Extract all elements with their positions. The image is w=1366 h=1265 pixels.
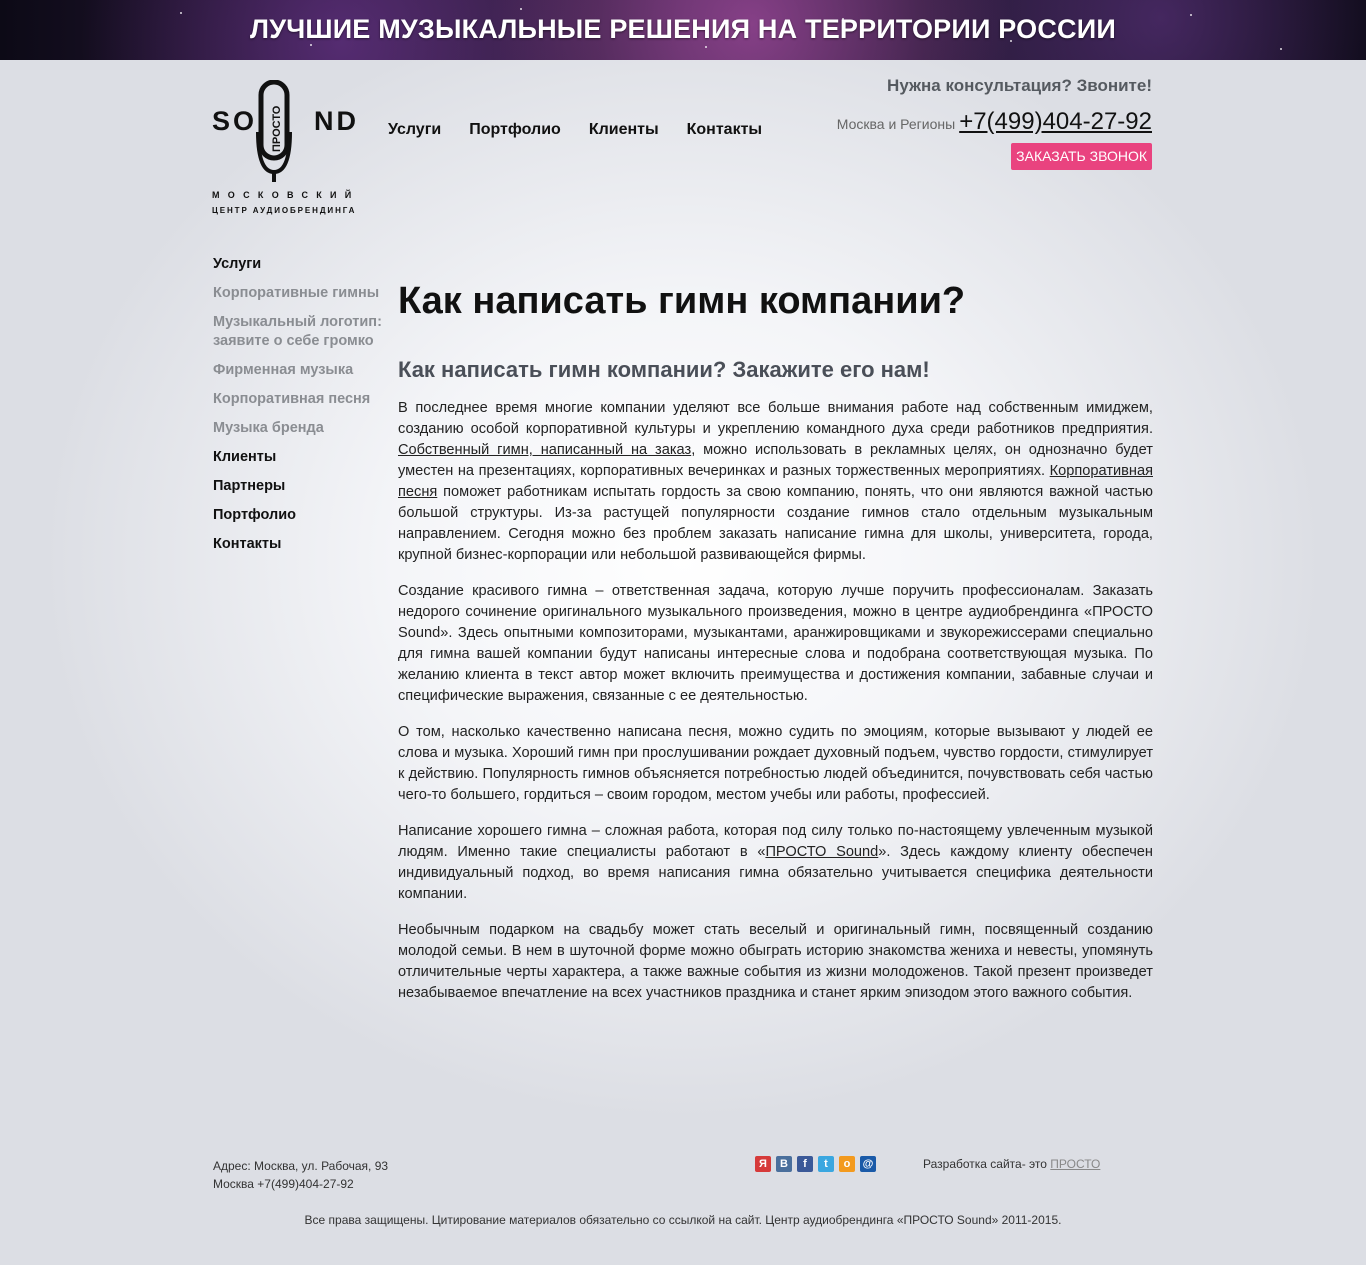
sidebar-item-brand-music[interactable]: Фирменная музыка bbox=[213, 362, 354, 378]
vkontakte-icon[interactable]: В bbox=[776, 1156, 792, 1172]
banner-title: ЛУЧШИЕ МУЗЫКАЛЬНЫЕ РЕШЕНИЯ НА ТЕРРИТОРИИ РОССИИ bbox=[250, 14, 1116, 44]
sidebar-item-brand-sound[interactable]: Музыка бренда bbox=[213, 420, 324, 436]
logo-text-left: SO bbox=[212, 106, 258, 136]
region-label: Москва и Регионы bbox=[836, 116, 956, 132]
link-prosto-sound[interactable]: ПРОСТО Sound bbox=[765, 844, 879, 860]
footer-address bbox=[213, 1157, 388, 1193]
page-title: Как написать гимн компании? bbox=[398, 280, 966, 322]
developer-credit bbox=[923, 1157, 1100, 1171]
twitter-icon[interactable]: t bbox=[818, 1156, 834, 1172]
yandex-icon[interactable]: Я bbox=[755, 1156, 771, 1172]
link-custom-anthem[interactable]: Собственный гимн, написанный на заказ bbox=[398, 442, 692, 458]
logo-tagline-2: ЦЕНТР АУДИОБРЕНДИНГА bbox=[212, 206, 357, 215]
article-paragraph: Создание красивого гимна – ответственная задача, которую лучше поручить профессионалам. Заказать недорого сочинение оригинального музыкального произведения, можно в центре аудиобрендинга «ПРОСТО Sound». Здесь опытными композиторами, музыкантами, аранжировщиками и звукорежиссерами специально для гимна вашей компании будут написаны интересные слова и подобрана соответствующая музыка. По желанию клиента в текст автор может включить преимущества и достижения компании, забавные случаи и специфические выражения, связанные с ее деятельностью. bbox=[398, 583, 1153, 704]
top-banner bbox=[0, 0, 1366, 60]
sidebar-item-partners[interactable]: Партнеры bbox=[213, 478, 286, 494]
facebook-icon[interactable]: f bbox=[797, 1156, 813, 1172]
sidebar-item-contacts[interactable]: Контакты bbox=[213, 536, 282, 552]
copyright: Все права защищены. Цитирование материалов обязательно со ссылкой на сайт. Центр аудиобрендинга «ПРОСТО Sound» 2011-2015. bbox=[304, 1213, 1062, 1227]
sidebar-item-clients[interactable]: Клиенты bbox=[213, 449, 277, 465]
consult-heading: Нужна консультация? Звоните! bbox=[887, 76, 1152, 95]
phone-row bbox=[837, 108, 1152, 136]
article-paragraph: Необычным подарком на свадьбу может стать веселый и оригинальный гимн, посвященный созданию молодой семьи. В нем в шуточной форме можно обыграть историю знакомства жениха и невесты, упомянуть отличительные черты характера, а также важные события из жизни молодоженов. Такой презент произведет незабываемое впечатление на всех участников праздника и станет ярким эпизодом этого важного события. bbox=[398, 922, 1153, 1001]
site-logo[interactable] bbox=[210, 80, 370, 220]
article-paragraph: О том, насколько качественно написана песня, можно судить по эмоциям, которые вызывают у людей ее слова и музыка. Хороший гимн при прослушивании рождает духовный подъем, чувство гордости, стимулирует к действию. Популярность гимнов объясняется потребностью людей объединится, почувствовать себя частью чего-то большего, гордиться – своим городом, местом учебы или работы, профессией. bbox=[398, 724, 1153, 803]
topnav-item-clients[interactable]: Клиенты bbox=[588, 121, 659, 138]
sidebar-item-portfolio[interactable]: Портфолио bbox=[213, 507, 297, 523]
topnav-item-services[interactable]: Услуги bbox=[388, 121, 442, 138]
microphone-icon bbox=[256, 80, 312, 184]
footer-phone-line: Москва +7(499)404-27-92 bbox=[213, 1177, 354, 1191]
sidebar-item-music-logo[interactable]: Музыкальный логотип: заявите о себе громко bbox=[213, 314, 382, 349]
sidebar-item-corporate-anthems[interactable]: Корпоративные гимны bbox=[213, 285, 380, 301]
article-paragraph: Написание хорошего гимна – сложная работа, которая под силу только по-настоящему увлеченным музыкой людям. Именно такие специалисты работают в «ПРОСТО Sound». Здесь каждому клиенту обеспечен индивидуальный подход, во время написания гимна обязательно учитывается специфика деятельности компании. bbox=[398, 823, 1153, 902]
logo-mic-text: ПРОСТО bbox=[271, 105, 283, 152]
phone-link[interactable]: +7(499)404-27-92 bbox=[959, 108, 1152, 135]
logo-text-right: ND bbox=[314, 106, 359, 136]
link-corporate-song[interactable]: Корпоративная песня bbox=[398, 463, 1153, 500]
callback-button[interactable]: ЗАКАЗАТЬ ЗВОНОК bbox=[1011, 143, 1152, 170]
article-paragraph: В последнее время многие компании уделяют все больше внимания работе над собственным имиджем, созданию особой корпоративной культуры и укреплению командного духа среди работников предприятия. Собственный гимн, написанный на заказ, можно использовать в рекламных целях, он однозначно будет уместен на презентациях, корпоративных вечеринках и разных торжественных мероприятиях. Корпоративная песня поможет работникам испытать гордость за свою компанию, понять, что они являются важной частью большой структуры. Из-за растущей популярности создание гимнов стало отдельным музыкальным направлением. Сегодня можно без проблем заказать написание гимна для школы, университета, города, крупной бизнес-корпорации или небольшой развивающейся фирмы. bbox=[398, 400, 1153, 563]
odnoklassniki-icon[interactable]: о bbox=[839, 1156, 855, 1172]
article bbox=[398, 278, 1153, 1019]
logo-tagline-1: МОСКОВСКИЙ bbox=[212, 190, 360, 200]
topnav-item-portfolio[interactable]: Портфолио bbox=[469, 121, 561, 138]
top-navigation bbox=[388, 121, 790, 139]
sidebar-item-services[interactable]: Услуги bbox=[213, 256, 262, 272]
mailru-icon[interactable]: @ bbox=[860, 1156, 876, 1172]
developer-label: Разработка сайта- это bbox=[923, 1157, 1047, 1171]
developer-link[interactable]: ПРОСТО bbox=[1050, 1157, 1101, 1171]
social-share bbox=[755, 1156, 881, 1172]
footer-address-line: Адрес: Москва, ул. Рабочая, 93 bbox=[213, 1159, 389, 1173]
article-subtitle: Как написать гимн компании? Закажите его нам! bbox=[398, 357, 930, 382]
sidebar-menu bbox=[213, 255, 383, 564]
topnav-item-contacts[interactable]: Контакты bbox=[686, 121, 763, 138]
sidebar-item-corporate-song[interactable]: Корпоративная песня bbox=[213, 391, 371, 407]
